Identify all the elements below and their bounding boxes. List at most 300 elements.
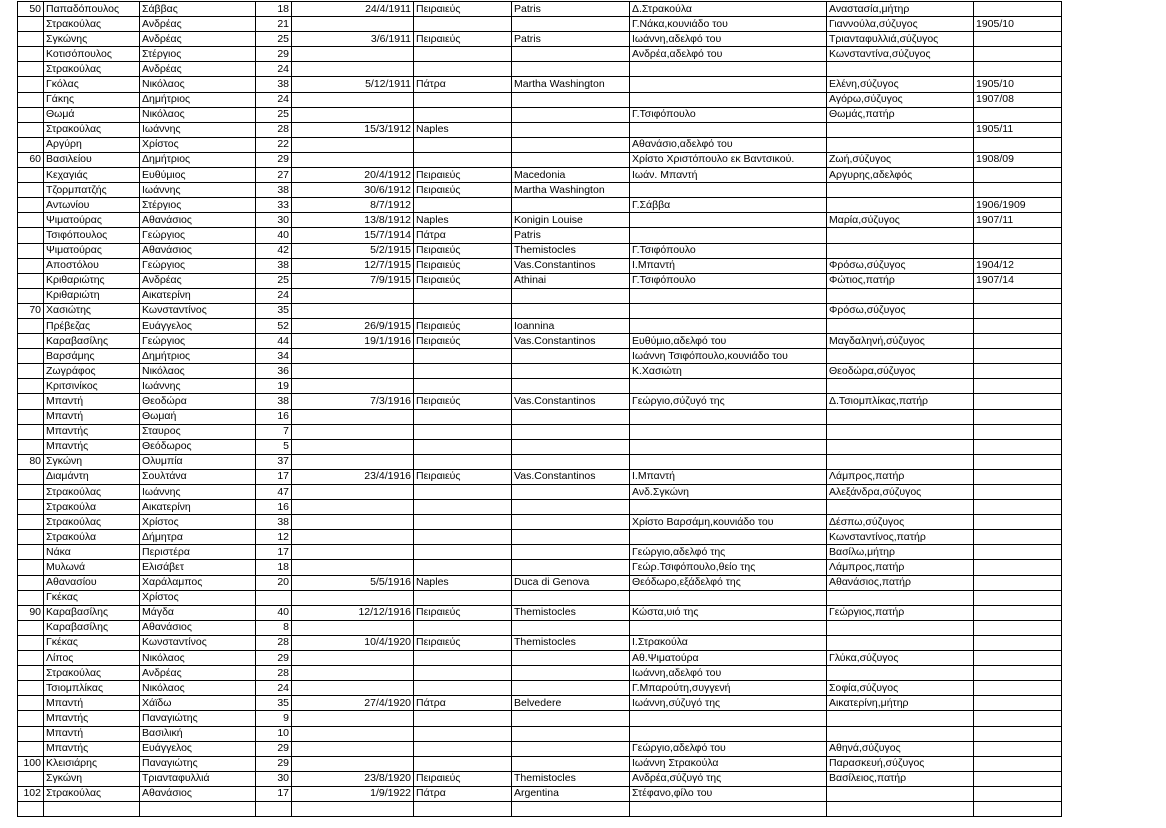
ship-cell xyxy=(512,666,630,681)
contact-relative-cell xyxy=(630,379,827,394)
date-cell: 15/3/1912 xyxy=(292,122,414,137)
surname-cell: Στρακούλας xyxy=(44,515,140,530)
kin-cell xyxy=(827,786,974,801)
age-cell: 38 xyxy=(256,183,292,198)
surname-cell: Σγκώνη xyxy=(44,771,140,786)
kin-cell xyxy=(827,726,974,741)
port-cell xyxy=(414,303,512,318)
first-name-cell: Δήμητρα xyxy=(140,530,256,545)
years-cell xyxy=(974,454,1062,469)
first-name-cell: Νικόλαος xyxy=(140,107,256,122)
kin-cell xyxy=(827,666,974,681)
surname-cell: Κριτσινίκος xyxy=(44,379,140,394)
port-cell: Πειραιεύς xyxy=(414,605,512,620)
table-row xyxy=(18,741,1062,756)
surname-cell: Πρέβεζας xyxy=(44,318,140,333)
contact-relative-cell: Γεώργιο,αδελφό της xyxy=(630,545,827,560)
years-cell xyxy=(974,666,1062,681)
date-cell xyxy=(292,47,414,62)
table-row xyxy=(18,696,1062,711)
first-name-cell: Βασιλική xyxy=(140,726,256,741)
years-cell xyxy=(974,2,1062,17)
surname-cell: Τζορμπατζής xyxy=(44,183,140,198)
table-row xyxy=(18,137,1062,152)
date-cell: 20/4/1912 xyxy=(292,168,414,183)
table-row xyxy=(18,651,1062,666)
age-cell: 17 xyxy=(256,545,292,560)
years-cell xyxy=(974,696,1062,711)
kin-cell xyxy=(827,137,974,152)
ship-cell xyxy=(512,500,630,515)
kin-cell: Κωνσταντίνα,σύζυγος xyxy=(827,47,974,62)
first-name-cell: Θεοδώρα xyxy=(140,394,256,409)
ship-cell: Vas.Constantinos xyxy=(512,258,630,273)
table-row xyxy=(18,409,1062,424)
contact-relative-cell xyxy=(630,620,827,635)
age-cell: 44 xyxy=(256,334,292,349)
ship-cell xyxy=(512,726,630,741)
row-number-cell xyxy=(18,228,44,243)
ship-cell xyxy=(512,424,630,439)
contact-relative-cell xyxy=(630,288,827,303)
age-cell: 18 xyxy=(256,2,292,17)
years-cell xyxy=(974,771,1062,786)
date-cell: 30/6/1912 xyxy=(292,183,414,198)
years-cell xyxy=(974,530,1062,545)
port-cell xyxy=(414,137,512,152)
contact-relative-cell xyxy=(630,92,827,107)
row-number-cell xyxy=(18,666,44,681)
surname-cell: Αντωνίου xyxy=(44,198,140,213)
contact-relative-cell xyxy=(630,590,827,605)
table-row xyxy=(18,394,1062,409)
first-name-cell: Σάββας xyxy=(140,2,256,17)
first-name-cell: Ιωάννης xyxy=(140,485,256,500)
surname-cell: Μπαντή xyxy=(44,409,140,424)
ship-cell xyxy=(512,349,630,364)
age-cell: 5 xyxy=(256,439,292,454)
table-row xyxy=(18,77,1062,92)
row-number-cell: 70 xyxy=(18,303,44,318)
date-cell: 15/7/1914 xyxy=(292,228,414,243)
port-cell: Naples xyxy=(414,122,512,137)
table-row xyxy=(18,303,1062,318)
surname-cell: Στρακούλας xyxy=(44,122,140,137)
table-row xyxy=(18,17,1062,32)
date-cell xyxy=(292,424,414,439)
port-cell xyxy=(414,152,512,167)
row-number-cell xyxy=(18,485,44,500)
date-cell xyxy=(292,726,414,741)
contact-relative-cell xyxy=(630,213,827,228)
table-body xyxy=(18,2,1062,817)
port-cell xyxy=(414,756,512,771)
table-row xyxy=(18,107,1062,122)
ship-cell xyxy=(512,485,630,500)
row-number-cell xyxy=(18,77,44,92)
row-number-cell xyxy=(18,47,44,62)
kin-cell: Μαγδαληνή,σύζυγος xyxy=(827,334,974,349)
table-row xyxy=(18,62,1062,77)
surname-cell: Διαμάντη xyxy=(44,469,140,484)
port-cell xyxy=(414,379,512,394)
date-cell xyxy=(292,590,414,605)
date-cell xyxy=(292,756,414,771)
age-cell: 38 xyxy=(256,258,292,273)
kin-cell: Αναστασία,μήτηρ xyxy=(827,2,974,17)
table-row xyxy=(18,258,1062,273)
kin-cell xyxy=(827,62,974,77)
row-number-cell xyxy=(18,424,44,439)
surname-cell: Γκέκας xyxy=(44,590,140,605)
date-cell: 1/9/1922 xyxy=(292,786,414,801)
ship-cell xyxy=(512,107,630,122)
first-name-cell: Γεώργιος xyxy=(140,258,256,273)
age-cell: 29 xyxy=(256,756,292,771)
row-number-cell xyxy=(18,711,44,726)
row-number-cell xyxy=(18,575,44,590)
port-cell xyxy=(414,364,512,379)
age-cell: 17 xyxy=(256,786,292,801)
age-cell: 20 xyxy=(256,575,292,590)
table-row xyxy=(18,454,1062,469)
surname-cell: Λίπος xyxy=(44,651,140,666)
ship-cell xyxy=(512,756,630,771)
port-cell xyxy=(414,726,512,741)
age-cell: 28 xyxy=(256,666,292,681)
surname-cell: Αθανασίου xyxy=(44,575,140,590)
table-row xyxy=(18,183,1062,198)
contact-relative-cell: Γ.Τσιφόπουλο xyxy=(630,243,827,258)
ship-cell xyxy=(512,801,630,816)
date-cell: 12/12/1916 xyxy=(292,605,414,620)
port-cell xyxy=(414,47,512,62)
age-cell: 38 xyxy=(256,515,292,530)
first-name-cell: Χαράλαμπος xyxy=(140,575,256,590)
years-cell: 1907/14 xyxy=(974,273,1062,288)
ship-cell: Vas.Constantinos xyxy=(512,334,630,349)
surname-cell: Μπαντή xyxy=(44,394,140,409)
port-cell xyxy=(414,288,512,303)
first-name-cell: Ελισάβετ xyxy=(140,560,256,575)
first-name-cell: Γεώργιος xyxy=(140,334,256,349)
first-name-cell: Νικόλαος xyxy=(140,651,256,666)
years-cell xyxy=(974,183,1062,198)
kin-cell: Δέσπω,σύζυγος xyxy=(827,515,974,530)
contact-relative-cell: Στέφανο,φίλο του xyxy=(630,786,827,801)
age-cell: 25 xyxy=(256,273,292,288)
age-cell: 30 xyxy=(256,771,292,786)
years-cell: 1905/10 xyxy=(974,77,1062,92)
ship-cell xyxy=(512,545,630,560)
surname-cell: Στρακούλας xyxy=(44,17,140,32)
contact-relative-cell: Ιωάννη,αδελφό του xyxy=(630,666,827,681)
table-row xyxy=(18,620,1062,635)
contact-relative-cell xyxy=(630,318,827,333)
row-number-cell xyxy=(18,379,44,394)
date-cell xyxy=(292,349,414,364)
contact-relative-cell: Ι.Στρακούλα xyxy=(630,635,827,650)
contact-relative-cell xyxy=(630,439,827,454)
port-cell: Πειραιεύς xyxy=(414,2,512,17)
first-name-cell: Γεώργιος xyxy=(140,228,256,243)
ship-cell xyxy=(512,620,630,635)
port-cell: Πειραιεύς xyxy=(414,273,512,288)
table-row xyxy=(18,168,1062,183)
first-name-cell: Ιωάννης xyxy=(140,122,256,137)
port-cell xyxy=(414,62,512,77)
kin-cell xyxy=(827,288,974,303)
age-cell: 25 xyxy=(256,107,292,122)
kin-cell: Γιαννούλα,σύζυγος xyxy=(827,17,974,32)
table-row xyxy=(18,605,1062,620)
kin-cell: Αγόρω,σύζυγος xyxy=(827,92,974,107)
kin-cell xyxy=(827,424,974,439)
age-cell xyxy=(256,590,292,605)
ship-cell: Patris xyxy=(512,32,630,47)
ship-cell xyxy=(512,590,630,605)
port-cell xyxy=(414,500,512,515)
port-cell: Πάτρα xyxy=(414,786,512,801)
row-number-cell xyxy=(18,198,44,213)
date-cell xyxy=(292,62,414,77)
date-cell xyxy=(292,17,414,32)
years-cell xyxy=(974,756,1062,771)
first-name-cell: Κωνσταντίνος xyxy=(140,635,256,650)
table-row xyxy=(18,560,1062,575)
port-cell: Πειραιεύς xyxy=(414,32,512,47)
table-row xyxy=(18,635,1062,650)
row-number-cell xyxy=(18,590,44,605)
ship-cell: Vas.Constantinos xyxy=(512,394,630,409)
age-cell: 24 xyxy=(256,288,292,303)
surname-cell: Στρακούλας xyxy=(44,666,140,681)
date-cell xyxy=(292,303,414,318)
ship-cell xyxy=(512,560,630,575)
surname-cell: Βαρσάμης xyxy=(44,349,140,364)
kin-cell: Αργυρης,αδελφός xyxy=(827,168,974,183)
years-cell xyxy=(974,560,1062,575)
kin-cell: Μαρία,σύζυγος xyxy=(827,213,974,228)
date-cell: 23/8/1920 xyxy=(292,771,414,786)
age-cell: 16 xyxy=(256,500,292,515)
ship-cell xyxy=(512,17,630,32)
first-name-cell: Αικατερίνη xyxy=(140,288,256,303)
contact-relative-cell: Αθ.Ψιματούρα xyxy=(630,651,827,666)
surname-cell: Βασιλείου xyxy=(44,152,140,167)
table-row xyxy=(18,500,1062,515)
years-cell xyxy=(974,137,1062,152)
age-cell: 12 xyxy=(256,530,292,545)
date-cell: 7/9/1915 xyxy=(292,273,414,288)
contact-relative-cell: Ιωάννη Στρακούλα xyxy=(630,756,827,771)
ship-cell xyxy=(512,62,630,77)
table-row xyxy=(18,771,1062,786)
kin-cell: Παρασκευή,σύζυγος xyxy=(827,756,974,771)
table-row xyxy=(18,485,1062,500)
years-cell xyxy=(974,243,1062,258)
kin-cell xyxy=(827,620,974,635)
surname-cell: Ψιματούρας xyxy=(44,213,140,228)
kin-cell: Βασίλειος,πατήρ xyxy=(827,771,974,786)
table-row xyxy=(18,711,1062,726)
port-cell xyxy=(414,530,512,545)
contact-relative-cell xyxy=(630,801,827,816)
age-cell: 21 xyxy=(256,17,292,32)
years-cell xyxy=(974,107,1062,122)
contact-relative-cell: Κώστα,υιό της xyxy=(630,605,827,620)
ship-cell: Martha Washington xyxy=(512,77,630,92)
ship-cell xyxy=(512,137,630,152)
port-cell xyxy=(414,349,512,364)
kin-cell xyxy=(827,198,974,213)
first-name-cell: Ανδρέας xyxy=(140,666,256,681)
surname-cell: Τσιφόπουλος xyxy=(44,228,140,243)
date-cell xyxy=(292,439,414,454)
table-row xyxy=(18,318,1062,333)
port-cell xyxy=(414,681,512,696)
surname-cell: Χασιώτης xyxy=(44,303,140,318)
surname-cell: Νάκα xyxy=(44,545,140,560)
age-cell: 30 xyxy=(256,213,292,228)
kin-cell: Δ.Τσιομπλίκας,πατήρ xyxy=(827,394,974,409)
ship-cell xyxy=(512,303,630,318)
ship-cell: Konigin Louise xyxy=(512,213,630,228)
contact-relative-cell: Ανδρέα,αδελφό του xyxy=(630,47,827,62)
surname-cell: Στρακούλας xyxy=(44,786,140,801)
port-cell xyxy=(414,666,512,681)
table-row xyxy=(18,515,1062,530)
kin-cell: Αικατερίνη,μήτηρ xyxy=(827,696,974,711)
kin-cell xyxy=(827,243,974,258)
kin-cell: Ελένη,σύζυγος xyxy=(827,77,974,92)
ship-cell: Athinai xyxy=(512,273,630,288)
surname-cell: Κεχαγιάς xyxy=(44,168,140,183)
first-name-cell: Νικόλαος xyxy=(140,77,256,92)
first-name-cell: Νικόλαος xyxy=(140,364,256,379)
passenger-list-table xyxy=(17,1,1062,817)
surname-cell: Καραβασίλης xyxy=(44,334,140,349)
ship-cell: Belvedere xyxy=(512,696,630,711)
first-name-cell: Κωνσταντίνος xyxy=(140,303,256,318)
surname-cell: Στρακούλα xyxy=(44,530,140,545)
contact-relative-cell xyxy=(630,77,827,92)
contact-relative-cell: Ιωάννη,αδελφό του xyxy=(630,32,827,47)
table-row xyxy=(18,273,1062,288)
surname-cell: Κλεισιάρης xyxy=(44,756,140,771)
date-cell xyxy=(292,741,414,756)
first-name-cell: Ευθύμιος xyxy=(140,168,256,183)
years-cell xyxy=(974,439,1062,454)
row-number-cell xyxy=(18,122,44,137)
kin-cell xyxy=(827,228,974,243)
row-number-cell: 50 xyxy=(18,2,44,17)
port-cell xyxy=(414,741,512,756)
kin-cell xyxy=(827,500,974,515)
surname-cell: Σγκώνη xyxy=(44,454,140,469)
kin-cell: Γεώργιος,πατήρ xyxy=(827,605,974,620)
ship-cell xyxy=(512,288,630,303)
age-cell: 52 xyxy=(256,318,292,333)
contact-relative-cell: Ανδρέα,σύζυγό της xyxy=(630,771,827,786)
ship-cell xyxy=(512,515,630,530)
first-name-cell: Περιστέρα xyxy=(140,545,256,560)
kin-cell: Κωνσταντίνος,πατήρ xyxy=(827,530,974,545)
first-name-cell: Ολυμπία xyxy=(140,454,256,469)
years-cell xyxy=(974,485,1062,500)
table-row xyxy=(18,469,1062,484)
kin-cell: Γλύκα,σύζυγος xyxy=(827,651,974,666)
age-cell: 35 xyxy=(256,303,292,318)
contact-relative-cell xyxy=(630,62,827,77)
first-name-cell: Δημήτριος xyxy=(140,152,256,167)
ship-cell xyxy=(512,454,630,469)
years-cell xyxy=(974,424,1062,439)
kin-cell: Ζωή,σύζυγος xyxy=(827,152,974,167)
years-cell xyxy=(974,168,1062,183)
age-cell: 9 xyxy=(256,711,292,726)
date-cell: 5/5/1916 xyxy=(292,575,414,590)
row-number-cell xyxy=(18,545,44,560)
row-number-cell xyxy=(18,771,44,786)
row-number-cell xyxy=(18,258,44,273)
port-cell: Πειραιεύς xyxy=(414,469,512,484)
ship-cell: Patris xyxy=(512,228,630,243)
years-cell: 1904/12 xyxy=(974,258,1062,273)
row-number-cell: 80 xyxy=(18,454,44,469)
table-row xyxy=(18,681,1062,696)
age-cell: 40 xyxy=(256,605,292,620)
ship-cell xyxy=(512,409,630,424)
row-number-cell xyxy=(18,439,44,454)
ship-cell: Patris xyxy=(512,2,630,17)
date-cell xyxy=(292,288,414,303)
first-name-cell xyxy=(140,801,256,816)
contact-relative-cell: Γ.Τσιφόπουλο xyxy=(630,107,827,122)
first-name-cell: Θωμαή xyxy=(140,409,256,424)
ship-cell: Vas.Constantinos xyxy=(512,469,630,484)
table-row xyxy=(18,424,1062,439)
row-number-cell xyxy=(18,741,44,756)
port-cell xyxy=(414,424,512,439)
date-cell xyxy=(292,651,414,666)
surname-cell: Μπαντής xyxy=(44,741,140,756)
row-number-cell: 60 xyxy=(18,152,44,167)
port-cell: Πειραιεύς xyxy=(414,258,512,273)
surname-cell: Γκέκας xyxy=(44,635,140,650)
ship-cell xyxy=(512,681,630,696)
row-number-cell xyxy=(18,168,44,183)
row-number-cell: 100 xyxy=(18,756,44,771)
port-cell xyxy=(414,560,512,575)
age-cell: 40 xyxy=(256,228,292,243)
age-cell: 24 xyxy=(256,681,292,696)
port-cell xyxy=(414,711,512,726)
row-number-cell xyxy=(18,696,44,711)
row-number-cell xyxy=(18,515,44,530)
table-row xyxy=(18,349,1062,364)
years-cell xyxy=(974,545,1062,560)
kin-cell xyxy=(827,379,974,394)
date-cell: 12/7/1915 xyxy=(292,258,414,273)
port-cell: Naples xyxy=(414,213,512,228)
kin-cell: Φρόσω,σύζυγος xyxy=(827,258,974,273)
date-cell xyxy=(292,620,414,635)
first-name-cell: Ανδρέας xyxy=(140,62,256,77)
years-cell xyxy=(974,681,1062,696)
first-name-cell: Χρίστος xyxy=(140,137,256,152)
first-name-cell: Ανδρέας xyxy=(140,273,256,288)
